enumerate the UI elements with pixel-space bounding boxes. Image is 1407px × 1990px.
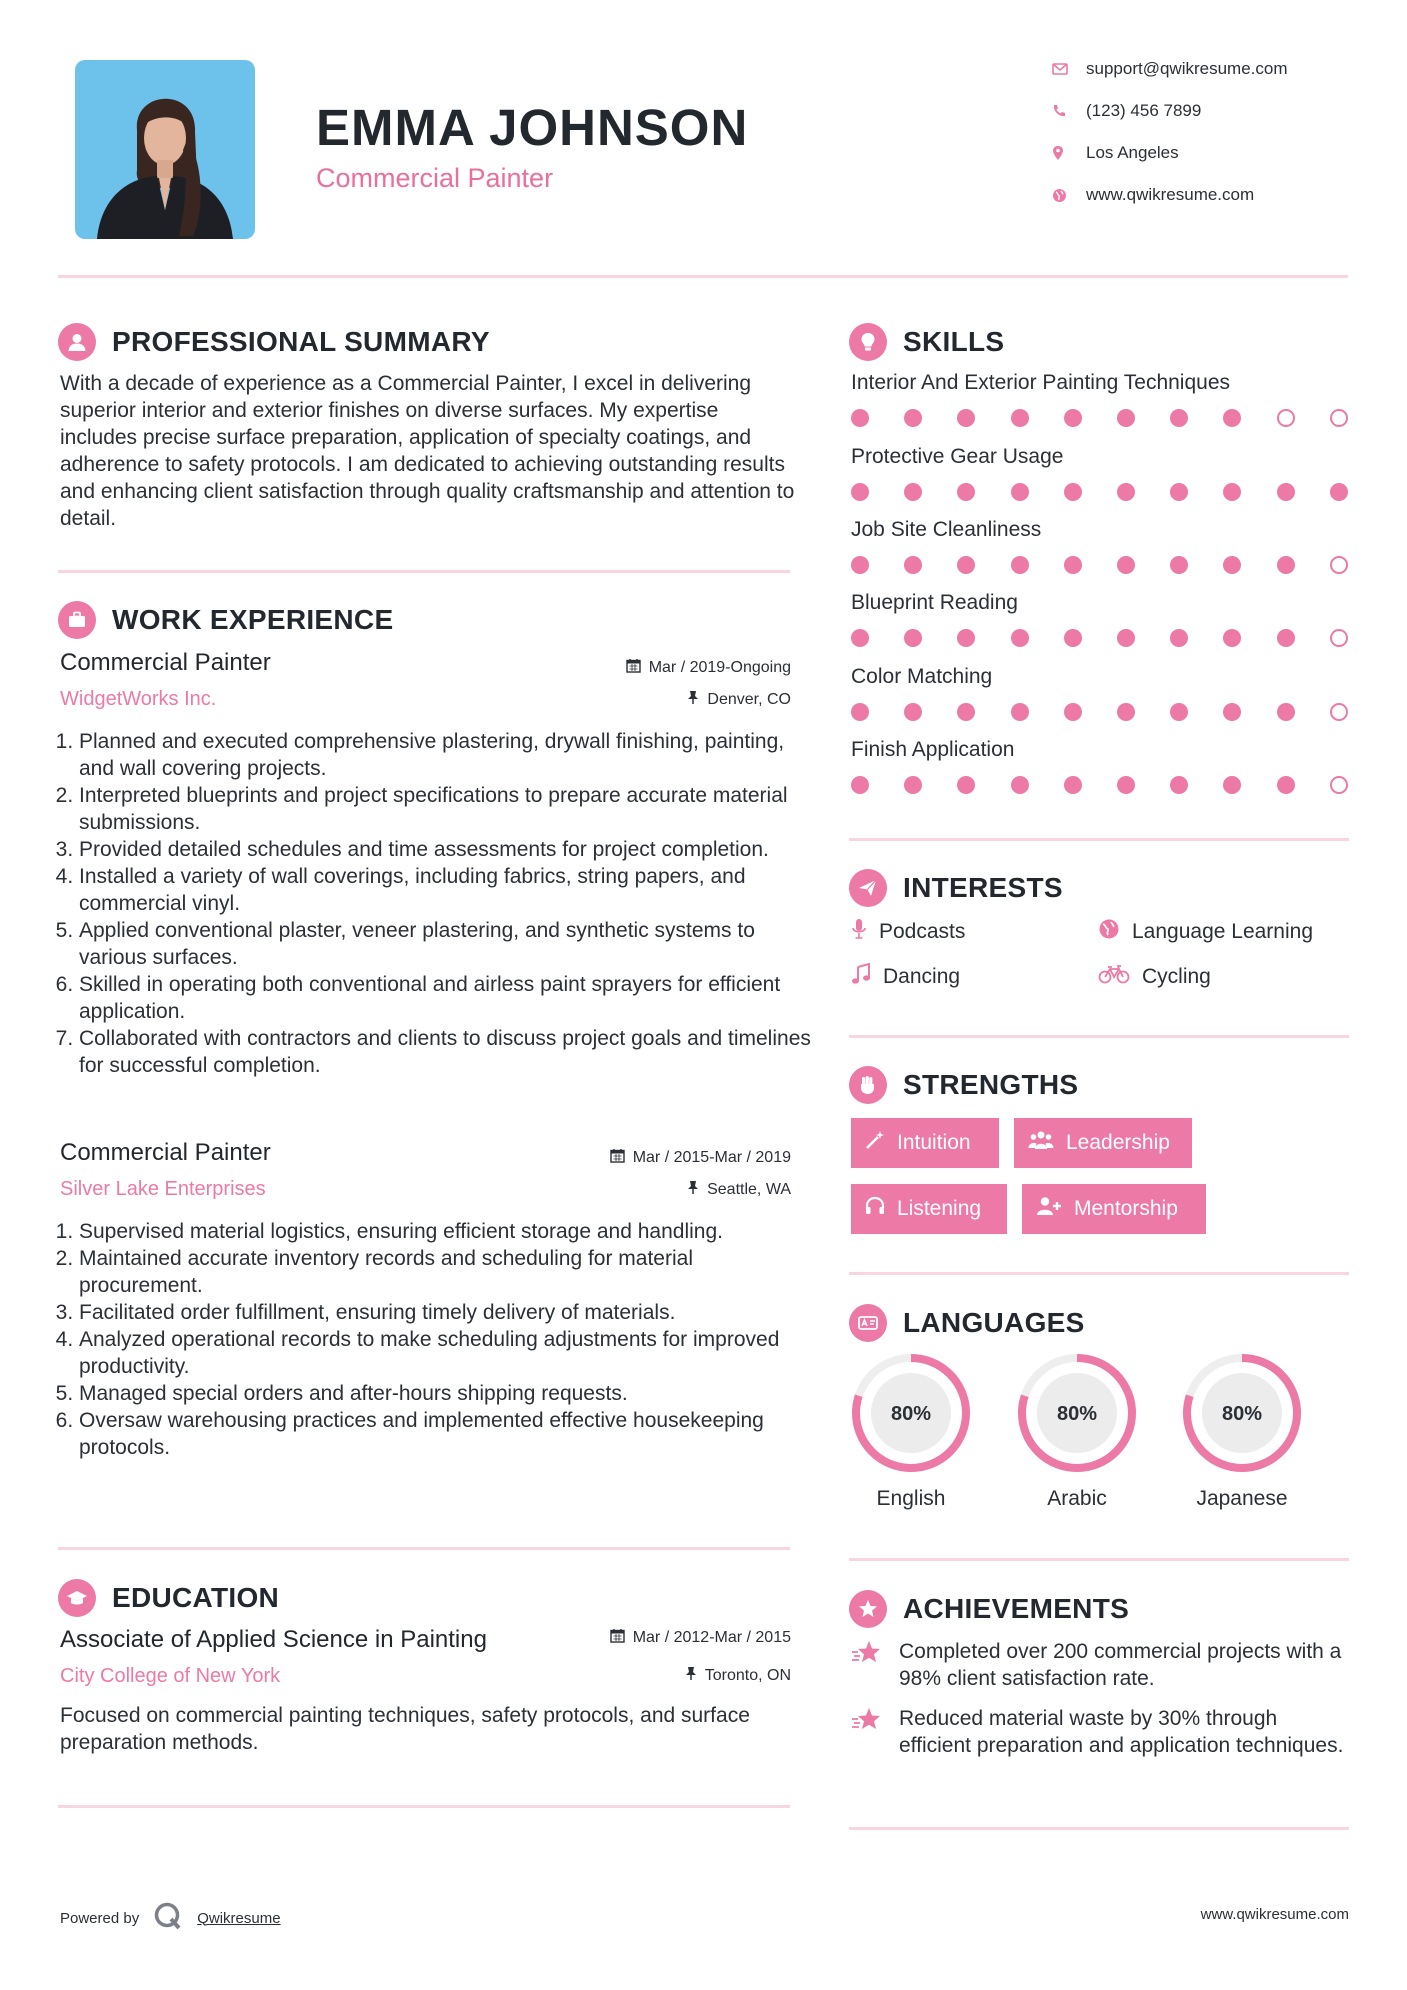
contact-location-text: Los Angeles bbox=[1086, 143, 1179, 162]
skill-name: Finish Application bbox=[851, 738, 1015, 761]
interest-label: Cycling bbox=[1142, 965, 1211, 988]
job-1-company: WidgetWorks Inc. bbox=[60, 688, 217, 710]
rating-dot-filled bbox=[1330, 483, 1348, 501]
rating-dot-filled bbox=[1223, 629, 1241, 647]
rating-dot-filled bbox=[1277, 629, 1295, 647]
language-name: Japanese bbox=[1196, 1487, 1288, 1510]
rating-dot-filled bbox=[1011, 483, 1029, 501]
languages-divider bbox=[849, 1558, 1349, 1561]
contact-website[interactable] bbox=[1052, 182, 1254, 208]
skill-rating bbox=[851, 703, 1349, 721]
experience-divider bbox=[58, 1547, 790, 1550]
list-item: 2. Interpreted blueprints and project specifications to prepare accurate material submissions. bbox=[79, 782, 819, 836]
job-1-location bbox=[687, 690, 791, 710]
rating-dot-filled bbox=[957, 776, 975, 794]
rating-dot-filled bbox=[1011, 629, 1029, 647]
section-heading-achievements bbox=[849, 1590, 1129, 1628]
skill-rating bbox=[851, 483, 1349, 501]
powered-by-label: Powered by bbox=[60, 1909, 140, 1927]
achievement-item bbox=[851, 1705, 1351, 1759]
section-heading-interests bbox=[849, 869, 1063, 907]
strengths-heading: STRENGTHS bbox=[903, 1069, 1079, 1100]
interests-heading: INTERESTS bbox=[903, 872, 1063, 903]
rating-dot-filled bbox=[1170, 556, 1188, 574]
achievements-divider bbox=[849, 1827, 1349, 1830]
phone-icon bbox=[1052, 104, 1086, 118]
rating-dot-filled bbox=[957, 556, 975, 574]
list-item: 1. Supervised material logistics, ensuring efficient storage and handling. bbox=[79, 1218, 819, 1245]
rating-dot-filled bbox=[1064, 776, 1082, 794]
profile-photo bbox=[75, 60, 255, 239]
rating-dot-filled bbox=[904, 409, 922, 427]
achievement-item bbox=[851, 1638, 1351, 1692]
globe-icon bbox=[1098, 918, 1120, 946]
section-heading-education bbox=[58, 1579, 279, 1617]
education-location bbox=[685, 1666, 791, 1686]
rating-dot-filled bbox=[957, 703, 975, 721]
rating-dot-filled bbox=[1117, 483, 1135, 501]
job-1-dates bbox=[626, 658, 791, 678]
rating-dot-filled bbox=[851, 483, 869, 501]
experience-heading: WORK EXPERIENCE bbox=[112, 604, 394, 635]
bicycle-icon bbox=[1098, 963, 1130, 991]
section-heading-experience bbox=[58, 601, 393, 639]
rating-dot-filled bbox=[904, 776, 922, 794]
star-icon bbox=[851, 1705, 885, 1759]
language-name: Arabic bbox=[1047, 1487, 1107, 1510]
rating-dot-empty bbox=[1330, 409, 1348, 427]
interest-label: Podcasts bbox=[879, 920, 966, 943]
rating-dot-filled bbox=[1170, 703, 1188, 721]
rating-dot-filled bbox=[1170, 483, 1188, 501]
language-card-icon bbox=[849, 1304, 887, 1342]
strength-label: Listening bbox=[897, 1197, 982, 1220]
rating-dot-filled bbox=[1223, 483, 1241, 501]
summary-divider bbox=[58, 570, 790, 573]
language-percent: 80% bbox=[890, 1403, 932, 1425]
rating-dot-filled bbox=[957, 483, 975, 501]
section-heading-summary bbox=[58, 323, 490, 361]
list-item: 6. Oversaw warehousing practices and implemented effective housekeeping protocols. bbox=[79, 1407, 819, 1461]
job-2-company: Silver Lake Enterprises bbox=[60, 1178, 266, 1200]
skill-rating bbox=[851, 776, 1349, 794]
job-1-title: Commercial Painter bbox=[60, 649, 271, 676]
job-2-dates bbox=[610, 1148, 791, 1168]
qwikresume-link[interactable]: Qwikresume bbox=[197, 1909, 281, 1927]
star-badge-icon bbox=[849, 1590, 887, 1628]
interest-item bbox=[1098, 963, 1211, 991]
list-item: 5. Managed special orders and after-hours shipping requests. bbox=[79, 1380, 819, 1407]
language-percent: 80% bbox=[1221, 1403, 1263, 1425]
headphones-icon bbox=[865, 1196, 885, 1222]
strength-label: Intuition bbox=[897, 1131, 971, 1154]
people-icon bbox=[1028, 1130, 1054, 1156]
skill-name: Blueprint Reading bbox=[851, 591, 1018, 614]
rating-dot-empty bbox=[1277, 409, 1295, 427]
job-2-title: Commercial Painter bbox=[60, 1139, 271, 1166]
person-silhouette-icon bbox=[75, 60, 255, 239]
rating-dot-filled bbox=[1277, 776, 1295, 794]
add-user-icon bbox=[1036, 1196, 1062, 1222]
qwikresume-logo-icon bbox=[153, 1901, 183, 1935]
education-dates-text: Mar / 2012-Mar / 2015 bbox=[632, 1629, 791, 1646]
rating-dot-empty bbox=[1330, 776, 1348, 794]
section-heading-skills bbox=[849, 323, 1004, 361]
section-heading-strengths bbox=[849, 1066, 1078, 1104]
strength-chip bbox=[851, 1118, 999, 1168]
graduation-cap-icon bbox=[58, 1579, 96, 1617]
rating-dot-filled bbox=[1011, 556, 1029, 574]
education-divider bbox=[58, 1805, 790, 1808]
language-name: English bbox=[876, 1487, 946, 1510]
list-item: 3. Provided detailed schedules and time assessments for project completion. bbox=[79, 836, 819, 863]
job-1-responsibilities bbox=[60, 728, 819, 1079]
rating-dot-filled bbox=[1117, 776, 1135, 794]
education-school: City College of New York bbox=[60, 1665, 281, 1687]
rating-dot-filled bbox=[1277, 483, 1295, 501]
skills-heading: SKILLS bbox=[903, 326, 1005, 357]
pushpin-icon bbox=[685, 1666, 697, 1686]
header-divider bbox=[58, 275, 1348, 278]
contact-email[interactable] bbox=[1052, 56, 1288, 82]
rating-dot-filled bbox=[851, 629, 869, 647]
rating-dot-filled bbox=[851, 556, 869, 574]
rating-dot-filled bbox=[1117, 703, 1135, 721]
contact-phone-text: (123) 456 7899 bbox=[1086, 101, 1202, 120]
rating-dot-filled bbox=[1223, 703, 1241, 721]
languages-heading: LANGUAGES bbox=[903, 1307, 1085, 1338]
strength-label: Mentorship bbox=[1074, 1197, 1178, 1220]
rating-dot-filled bbox=[1117, 629, 1135, 647]
envelope-icon bbox=[1052, 63, 1086, 75]
pushpin-icon bbox=[687, 1180, 699, 1200]
candidate-title: Commercial Painter bbox=[316, 163, 554, 193]
rating-dot-filled bbox=[851, 703, 869, 721]
rating-dot-filled bbox=[957, 409, 975, 427]
rating-dot-filled bbox=[904, 629, 922, 647]
education-dates bbox=[610, 1628, 791, 1648]
language-proficiency-ring bbox=[1180, 1351, 1304, 1475]
list-item: 7. Collaborated with contractors and clients to discuss project goals and timelines for successful completion. bbox=[79, 1025, 819, 1079]
rating-dot-filled bbox=[1064, 483, 1082, 501]
job-2-responsibilities bbox=[60, 1218, 819, 1461]
rating-dot-filled bbox=[1170, 409, 1188, 427]
rating-dot-filled bbox=[1223, 776, 1241, 794]
list-item: 3. Facilitated order fulfillment, ensuring timely delivery of materials. bbox=[79, 1299, 819, 1326]
calendar-icon bbox=[626, 658, 641, 678]
interest-item bbox=[1098, 918, 1313, 946]
language-item bbox=[849, 1351, 973, 1511]
rating-dot-empty bbox=[1330, 703, 1348, 721]
calendar-icon bbox=[610, 1628, 625, 1648]
skill-rating bbox=[851, 556, 1349, 574]
rating-dot-filled bbox=[957, 629, 975, 647]
interest-label: Language Learning bbox=[1132, 920, 1314, 943]
user-icon bbox=[58, 323, 96, 361]
strength-chip bbox=[1022, 1184, 1206, 1234]
list-item: 1. Planned and executed comprehensive plastering, drywall finishing, painting, and wall covering projects. bbox=[79, 728, 819, 782]
rating-dot-filled bbox=[1064, 703, 1082, 721]
job-2-dates-text: Mar / 2015-Mar / 2019 bbox=[632, 1149, 791, 1166]
paper-plane-icon bbox=[849, 869, 887, 907]
contact-website-text: www.qwikresume.com bbox=[1086, 185, 1255, 204]
rating-dot-filled bbox=[1223, 409, 1241, 427]
rating-dot-filled bbox=[851, 409, 869, 427]
rating-dot-filled bbox=[1223, 556, 1241, 574]
rating-dot-filled bbox=[904, 483, 922, 501]
rating-dot-filled bbox=[1170, 629, 1188, 647]
achievements-heading: ACHIEVEMENTS bbox=[903, 1593, 1130, 1624]
summary-heading: PROFESSIONAL SUMMARY bbox=[112, 326, 490, 357]
pushpin-icon bbox=[687, 690, 699, 710]
job-1-location-text: Denver, CO bbox=[707, 691, 791, 708]
language-proficiency-ring bbox=[849, 1351, 973, 1475]
powered-by bbox=[60, 1901, 281, 1935]
contact-email-text: support@qwikresume.com bbox=[1086, 59, 1288, 78]
interest-item bbox=[851, 963, 960, 991]
strength-chip bbox=[851, 1184, 1007, 1234]
section-heading-languages bbox=[849, 1304, 1085, 1342]
skill-name: Interior And Exterior Painting Techniques bbox=[851, 371, 1231, 394]
candidate-name: EMMA JOHNSON bbox=[316, 99, 749, 156]
rating-dot-filled bbox=[1064, 409, 1082, 427]
achievement-text: Completed over 200 commercial projects with a 98% client satisfaction rate. bbox=[899, 1640, 1342, 1690]
education-degree: Associate of Applied Science in Painting bbox=[60, 1626, 487, 1653]
rating-dot-empty bbox=[1330, 629, 1348, 647]
education-description: Focused on commercial painting techniques, safety protocols, and surface preparation methods. bbox=[60, 1704, 750, 1754]
star-icon bbox=[851, 1638, 885, 1692]
interest-label: Dancing bbox=[883, 965, 961, 988]
list-item: 5. Applied conventional plaster, veneer plastering, and synthetic systems to various surfaces. bbox=[79, 917, 819, 971]
contact-phone[interactable] bbox=[1052, 98, 1201, 124]
calendar-icon bbox=[610, 1148, 625, 1168]
rating-dot-filled bbox=[1277, 556, 1295, 574]
skill-name: Protective Gear Usage bbox=[851, 445, 1064, 468]
job-2-location-text: Seattle, WA bbox=[707, 1181, 791, 1198]
rating-dot-filled bbox=[1117, 556, 1135, 574]
rating-dot-filled bbox=[1011, 776, 1029, 794]
music-note-icon bbox=[851, 963, 871, 991]
list-item: 4. Installed a variety of wall coverings, including fabrics, string papers, and commercial vinyl. bbox=[79, 863, 819, 917]
list-item: 4. Analyzed operational records to make scheduling adjustments for improved productivity. bbox=[79, 1326, 819, 1380]
rating-dot-filled bbox=[904, 556, 922, 574]
rating-dot-filled bbox=[1170, 776, 1188, 794]
strengths-divider bbox=[849, 1272, 1349, 1275]
rating-dot-filled bbox=[851, 776, 869, 794]
strength-chip bbox=[1014, 1118, 1192, 1168]
rating-dot-empty bbox=[1330, 556, 1348, 574]
footer-url[interactable]: www.qwikresume.com bbox=[1200, 1906, 1349, 1923]
interests-divider bbox=[849, 1035, 1349, 1038]
briefcase-icon bbox=[58, 601, 96, 639]
rating-dot-filled bbox=[904, 703, 922, 721]
list-item: 2. Maintained accurate inventory records and scheduling for material procurement. bbox=[79, 1245, 819, 1299]
interest-item bbox=[851, 918, 965, 946]
rating-dot-filled bbox=[1064, 556, 1082, 574]
education-heading: EDUCATION bbox=[112, 1582, 280, 1613]
list-item: 6. Skilled in operating both conventional and airless paint sprayers for efficient application. bbox=[79, 971, 819, 1025]
achievement-text: Reduced material waste by 30% through efficient preparation and application techniques. bbox=[899, 1707, 1344, 1757]
lightbulb-icon bbox=[849, 323, 887, 361]
fist-icon bbox=[849, 1066, 887, 1104]
language-proficiency-ring bbox=[1015, 1351, 1139, 1475]
strength-label: Leadership bbox=[1066, 1131, 1170, 1154]
magic-wand-icon bbox=[865, 1130, 885, 1156]
rating-dot-filled bbox=[1011, 409, 1029, 427]
skill-rating bbox=[851, 409, 1349, 427]
skills-divider bbox=[849, 838, 1349, 841]
language-item bbox=[1180, 1351, 1304, 1511]
contact-location bbox=[1052, 140, 1179, 166]
language-percent: 80% bbox=[1056, 1403, 1098, 1425]
skill-name: Color Matching bbox=[851, 665, 993, 688]
location-pin-icon bbox=[1052, 145, 1086, 161]
education-location-text: Toronto, ON bbox=[704, 1667, 791, 1684]
globe-icon bbox=[1052, 188, 1086, 203]
skill-name: Job Site Cleanliness bbox=[851, 518, 1042, 541]
job-1-dates-text: Mar / 2019-Ongoing bbox=[648, 659, 791, 676]
language-item bbox=[1015, 1351, 1139, 1511]
skill-rating bbox=[851, 629, 1349, 647]
summary-text: With a decade of experience as a Commercial Painter, I excel in delivering superior interior and exterior finishes on diverse surfaces. My expertise includes precise surface preparation, application of specialty coatings, and adherence to safety protocols. I am dedicated to achieving outstanding results and enhancing client satisfaction through quality craftsmanship and attention to detail. bbox=[60, 372, 795, 530]
job-2-location bbox=[687, 1180, 791, 1200]
rating-dot-filled bbox=[1064, 629, 1082, 647]
microphone-icon bbox=[851, 918, 867, 946]
rating-dot-filled bbox=[1117, 409, 1135, 427]
rating-dot-filled bbox=[1277, 703, 1295, 721]
rating-dot-filled bbox=[1011, 703, 1029, 721]
